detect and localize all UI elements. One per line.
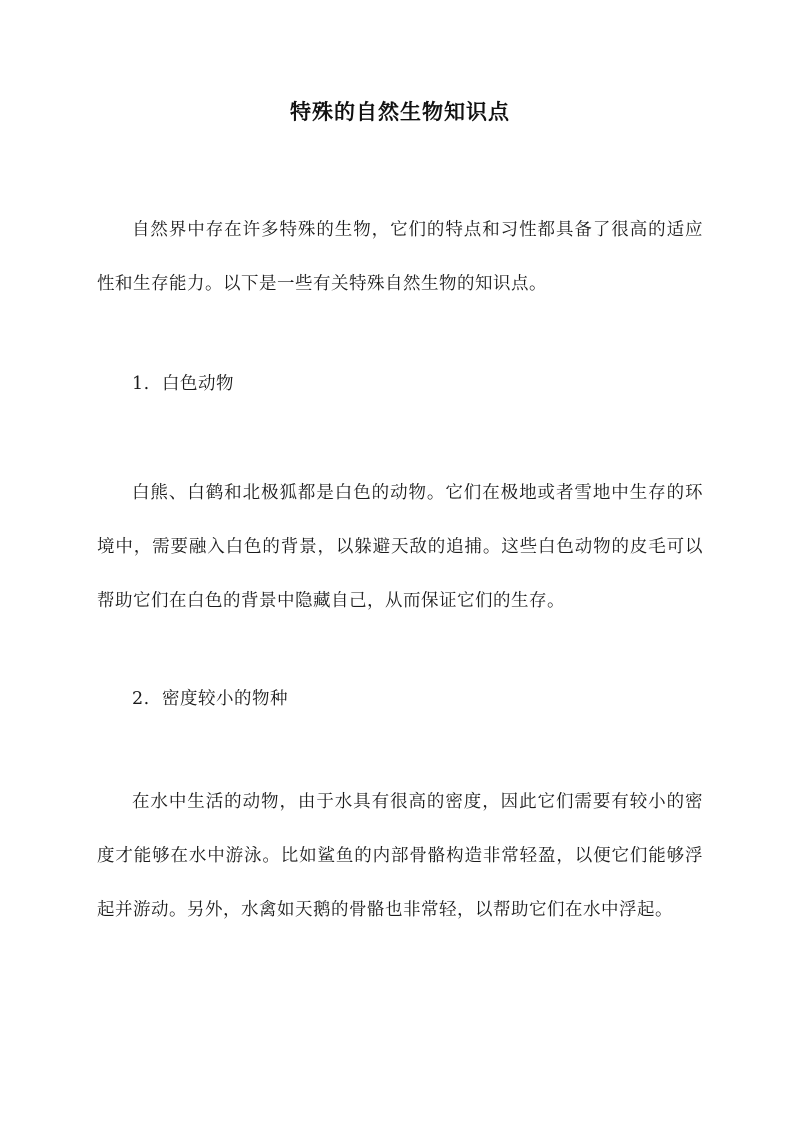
section-heading-1 — [132, 369, 234, 399]
section-number: 1. — [132, 374, 150, 394]
document-title: 特殊的自然生物知识点 — [290, 99, 510, 124]
section-heading-2 — [132, 684, 288, 714]
section-heading-text: 白色动物 — [162, 374, 234, 394]
section-number: 2. — [132, 689, 150, 709]
section-body-1: 白熊、白鹤和北极狐都是白色的动物。它们在极地或者雪地中生存的环境中，需要融入白色的背景，以躲避天敌的追捕。这些白色动物的皮毛可以帮助它们在白色的背景中隐藏自己，从而保证它们的生存。 — [97, 483, 703, 611]
section-body-2: 在水中生活的动物，由于水具有很高的密度，因此它们需要有较小的密度才能够在水中游泳。比如鲨鱼的内部骨骼构造非常轻盈，以便它们能够浮起并游动。另外，水禽如天鹅的骨骼也非常轻，以帮助它们在水中浮起。 — [97, 792, 703, 920]
intro-paragraph: 自然界中存在许多特殊的生物，它们的特点和习性都具备了很高的适应性和生存能力。以下是一些有关特殊自然生物的知识点。 — [97, 220, 703, 294]
section-heading-text: 密度较小的物种 — [162, 689, 288, 709]
